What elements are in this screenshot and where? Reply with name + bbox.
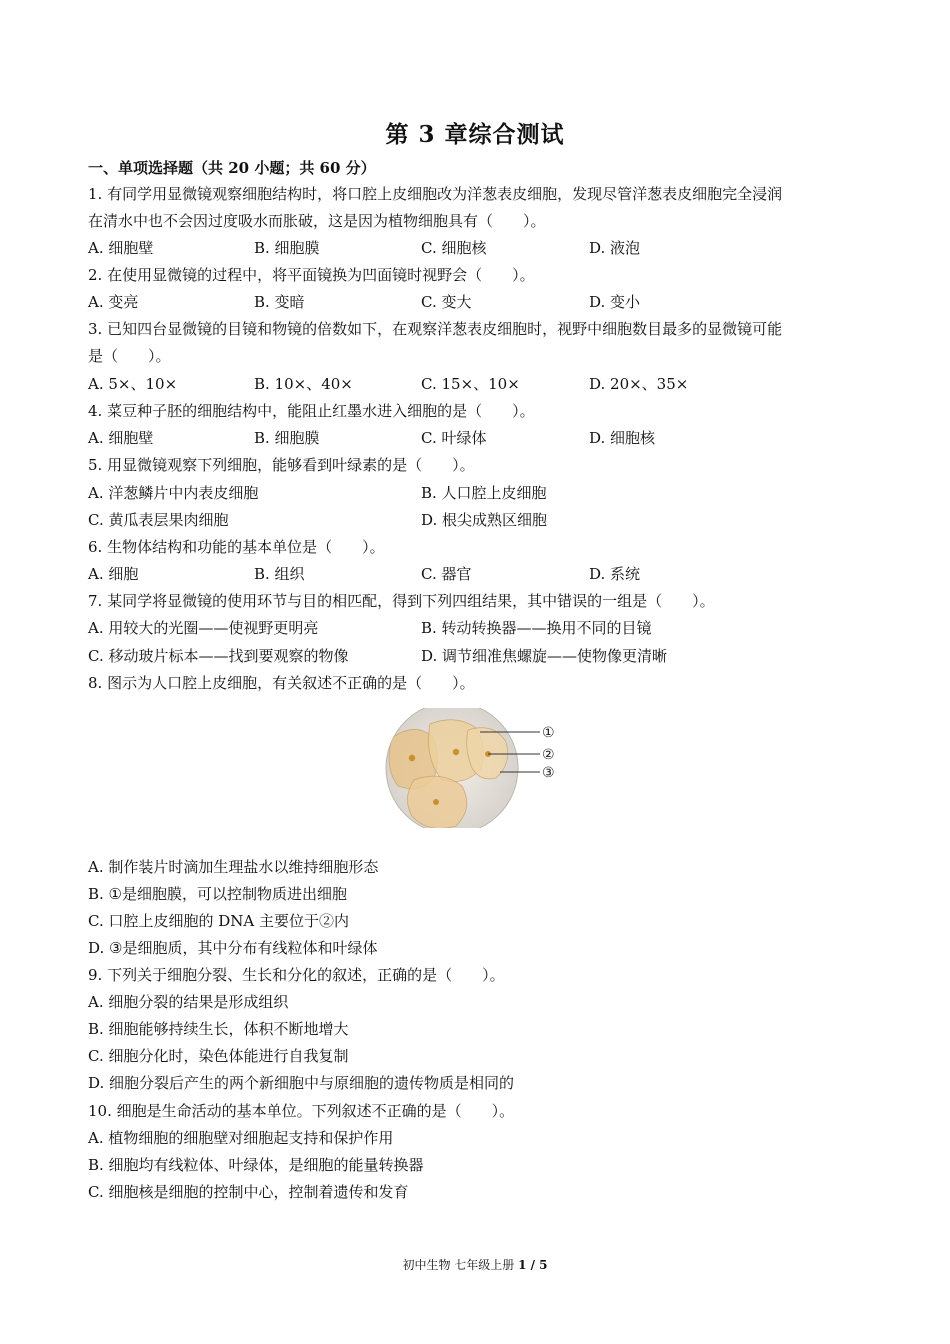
question-7: 7. 某同学将显微镜的使用环节与目的相匹配，得到下列四组结果，其中错误的一组是（ ）。	[88, 592, 715, 610]
q3-option-a: A. 5×、10×	[88, 375, 178, 393]
q1-option-b: B. 细胞膜	[254, 239, 320, 257]
q5-option-c: C. 黄瓜表层果肉细胞	[88, 511, 229, 529]
q7-option-b: B. 转动转换器——换用不同的目镜	[421, 619, 652, 637]
cheek-cell-figure	[384, 708, 584, 828]
q9-option-b: B. 细胞能够持续生长，体积不断地增大	[88, 1020, 349, 1038]
q4-option-c: C. 叶绿体	[421, 429, 487, 447]
q4-option-d: D. 细胞核	[589, 429, 656, 447]
q10-option-b: B. 细胞均有线粒体、叶绿体，是细胞的能量转换器	[88, 1156, 424, 1174]
q8-option-d: D. ③是细胞质，其中分布有线粒体和叶绿体	[88, 939, 378, 957]
question-9: 9. 下列关于细胞分裂、生长和分化的叙述，正确的是（ ）。	[88, 966, 505, 984]
q4-option-b: B. 细胞膜	[254, 429, 320, 447]
q10-option-a: A. 植物细胞的细胞壁对细胞起支持和保护作用	[88, 1129, 394, 1147]
label-1: ①	[542, 725, 555, 741]
q2-option-c: C. 变大	[421, 293, 472, 311]
q5-option-b: B. 人口腔上皮细胞	[421, 484, 547, 502]
page-title: 第 3 章综合测试	[385, 121, 565, 148]
question-3-line-2: 是（ ）。	[88, 347, 171, 365]
q1-option-a: A. 细胞壁	[88, 239, 154, 257]
q9-option-c: C. 细胞分化时，染色体能进行自我复制	[88, 1047, 349, 1065]
q1-option-c: C. 细胞核	[421, 239, 487, 257]
q8-option-a: A. 制作装片时滴加生理盐水以维持细胞形态	[88, 858, 379, 876]
nucleus-bottom	[433, 799, 439, 805]
q6-option-d: D. 系统	[589, 565, 641, 583]
q9-option-a: A. 细胞分裂的结果是形成组织	[88, 993, 289, 1011]
q3-option-b: B. 10×、40×	[254, 375, 353, 393]
q8-option-b: B. ①是细胞膜，可以控制物质进出细胞	[88, 885, 348, 903]
nucleus-center	[453, 749, 459, 755]
question-6: 6. 生物体结构和功能的基本单位是（ ）。	[88, 538, 385, 556]
question-2: 2. 在使用显微镜的过程中，将平面镜换为凹面镜时视野会（ ）。	[88, 266, 535, 284]
question-5: 5. 用显微镜观察下列细胞，能够看到叶绿素的是（ ）。	[88, 456, 475, 474]
question-10: 10. 细胞是生命活动的基本单位。下列叙述不正确的是（ ）。	[88, 1102, 515, 1120]
page-footer	[0, 1256, 950, 1273]
q7-option-c: C. 移动玻片标本——找到要观察的物像	[88, 647, 349, 665]
q2-option-d: D. 变小	[589, 293, 641, 311]
q9-option-d: D. 细胞分裂后产生的两个新细胞中与原细胞的遗传物质是相同的	[88, 1074, 515, 1092]
question-3-line-1: 3. 已知四台显微镜的目镜和物镜的倍数如下，在观察洋葱表皮细胞时，视野中细胞数目最多的显微镜可能	[88, 320, 783, 338]
q10-option-c: C. 细胞核是细胞的控制中心，控制着遗传和发育	[88, 1183, 409, 1201]
nucleus-left	[409, 755, 415, 761]
q5-option-d: D. 根尖成熟区细胞	[421, 511, 548, 529]
question-1-line-1: 1. 有同学用显微镜观察细胞结构时，将口腔上皮细胞改为洋葱表皮细胞，发现尽管洋葱表皮细胞完全浸润	[88, 185, 783, 203]
q6-option-a: A. 细胞	[88, 565, 139, 583]
question-8: 8. 图示为人口腔上皮细胞，有关叙述不正确的是（ ）。	[88, 674, 475, 692]
q1-option-d: D. 液泡	[589, 239, 641, 257]
q7-option-d: D. 调节细准焦螺旋——使物像更清晰	[421, 647, 668, 665]
q3-option-c: C. 15×、10×	[421, 375, 520, 393]
label-2: ②	[542, 747, 555, 763]
question-4: 4. 菜豆种子胚的细胞结构中，能阻止红墨水进入细胞的是（ ）。	[88, 402, 535, 420]
q8-option-c: C. 口腔上皮细胞的 DNA 主要位于②内	[88, 912, 349, 930]
footer-text: 初中生物 七年级上册	[402, 1258, 519, 1272]
page-number: 1 / 5	[518, 1258, 548, 1272]
q5-option-a: A. 洋葱鳞片中内表皮细胞	[88, 484, 259, 502]
q7-option-a: A. 用较大的光圈——使视野更明亮	[88, 619, 319, 637]
label-3: ③	[542, 765, 555, 781]
q4-option-a: A. 细胞壁	[88, 429, 154, 447]
q6-option-b: B. 组织	[254, 565, 305, 583]
q3-option-d: D. 20×、35×	[589, 375, 689, 393]
section-heading: 一、单项选择题（共 20 小题；共 60 分）	[88, 159, 376, 177]
q2-option-b: B. 变暗	[254, 293, 305, 311]
question-1-line-2: 在清水中也不会因过度吸水而胀破，这是因为植物细胞具有（ ）。	[88, 212, 546, 230]
q6-option-c: C. 器官	[421, 565, 472, 583]
q2-option-a: A. 变亮	[88, 293, 139, 311]
